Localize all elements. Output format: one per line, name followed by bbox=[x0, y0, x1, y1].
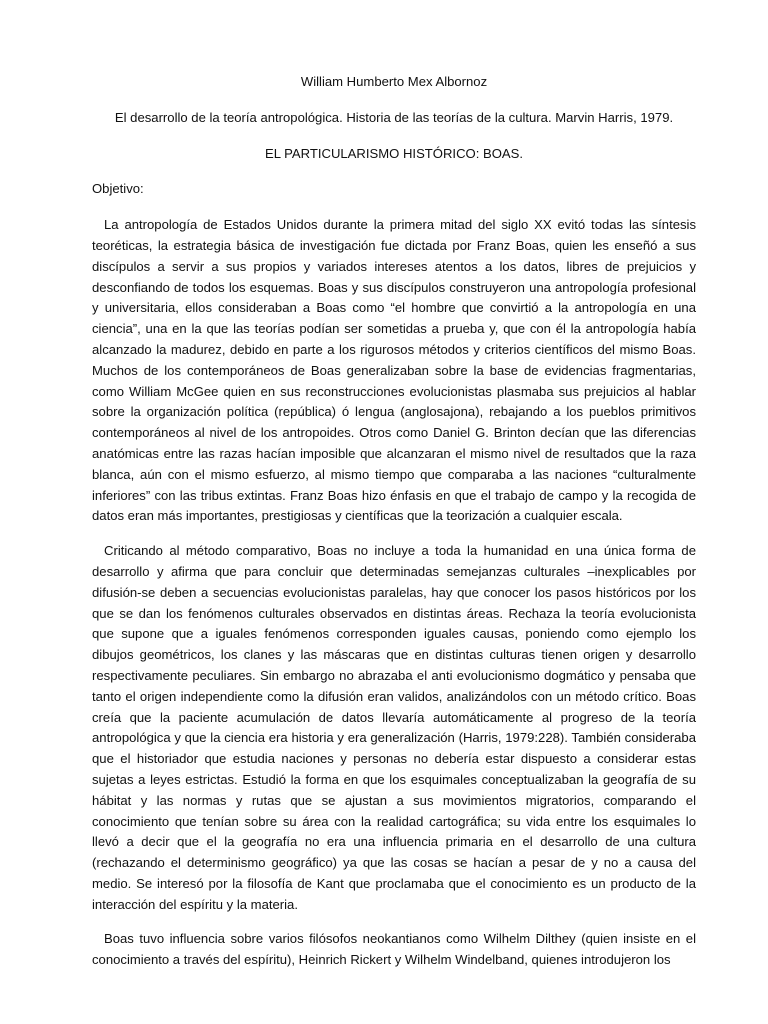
body-paragraph: Criticando al método comparativo, Boas no incluye a toda la humanidad en una única forma de desarrollo y afirma que para concluir que determinadas semejanzas culturales –inexplicables por difusión-se deben a secuencias evolucionistas paralelas, hay que conocer los pasos históricos por los que se dan los fenómenos culturales observados en distintas áreas. Rechaza la teoría evolucionista que supone que a iguales fenómenos corresponden iguales causas, poniendo como ejemplo los dibujos geométricos, los clanes y las máscaras que en distintas culturas tienen origen y desarrollo respectivamente peculiares. Sin embargo no abrazaba el anti evolucionismo dogmático y pensaba que tanto el origen independiente como la difusión eran validos, analizándolos con un método crítico. Boas creía que la paciente acumulación de datos llevaría automáticamente al progreso de la teoría antropológica y que la ciencia era historia y era generalización (Harris, 1979:228). También consideraba que el historiador que estudia naciones y personas no debería estar dispuesto a considerar estas sujetas a leyes estrictas. Estudió la forma en que los esquimales conceptualizaban la geografía de su hábitat y las normas y rutas que se ajustan a sus movimientos migratorios, comparando el conocimiento que tenían sobre su área con la realidad cartográfica; su vida entre los esquimales lo llevó a decir que el la geografía no era una influencia primaria en el desarrollo de una cultura (rechazando el determinismo geográfico) ya que las cosas se hacían a pesar de y no a causa del medio. Se interesó por la filosofía de Kant que proclamaba que el conocimiento es un producto de la interacción del espíritu y la materia. bbox=[92, 543, 696, 912]
body-paragraph: Boas tuvo influencia sobre varios filósofos neokantianos como Wilhelm Dilthey (quien insiste en el conocimiento a través del espíritu), Heinrich Rickert y Wilhelm Windelband, quienes introdujeron los bbox=[92, 931, 696, 968]
document-content bbox=[92, 72, 696, 971]
body-paragraph: La antropología de Estados Unidos durante la primera mitad del siglo XX evitó todas las síntesis teoréticas, la estrategia básica de investigación fue dictada por Franz Boas, quien les enseñó a sus discípulos a servir a sus propios y variados intereses atentos a los datos, libres de prejuicios y desconfiando de todos los esquemas. Boas y sus discípulos construyeron una antropología profesional y universitaria, ellos consideraban a Boas como “el hombre que convirtió a la antropología en una ciencia”, una en la que las teorías podían ser sometidas a prueba y, que con él la antropología había alcanzado la madurez, debido en parte a los rigurosos métodos y criterios científicos del mismo Boas. Muchos de los contemporáneos de Boas generalizaban sobre la base de evidencias fragmentarias, como William McGee quien en sus reconstrucciones evolucionistas plasmaba sus prejuicios al hablar sobre la organización política (república) ó lengua (anglosajona), rebajando a los pueblos primitivos contemporáneos al nivel de los antropoides. Otros como Daniel G. Brinton decían que las diferencias anatómicas entre las razas hacían imposible que alcanzaran el mismo nivel de resultados que la raza blanca, aún con el mismo esfuerzo, al mismo tiempo que comparaba a las naciones “culturalmente inferiores” con las tribus extintas. Franz Boas hizo énfasis en que el trabajo de campo y la recogida de datos eran más importantes, prestigiosas y científicas que la teorización a cualquier escala. bbox=[92, 217, 696, 524]
work-citation: El desarrollo de la teoría antropológica. Historia de las teorías de la cultura. Marvin Harris, 1979. bbox=[114, 109, 674, 125]
section-title: EL PARTICULARISMO HISTÓRICO: BOAS. bbox=[264, 145, 524, 161]
author-name: William Humberto Mex Albornoz bbox=[300, 74, 488, 89]
objective-label: Objetivo: bbox=[92, 181, 144, 197]
